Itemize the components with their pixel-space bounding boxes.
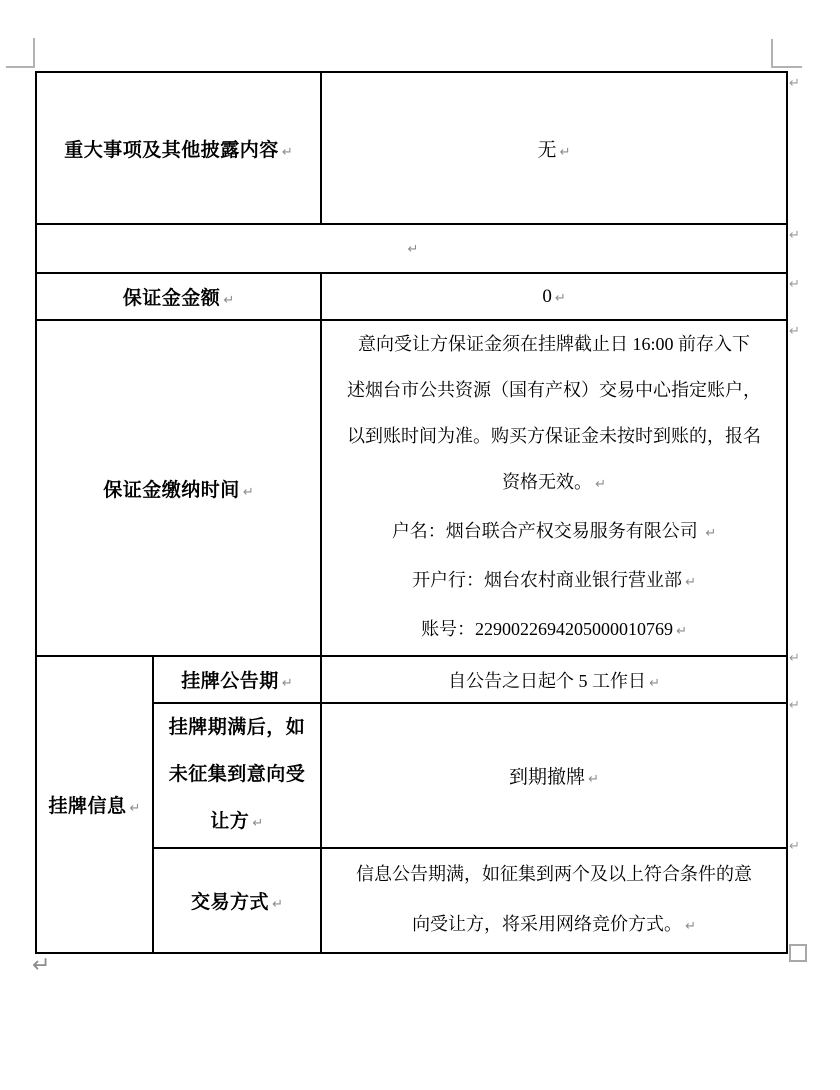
listing-info-label: 挂牌信息: [48, 796, 127, 817]
disclosure-table: [35, 71, 788, 954]
expiry-label-line: 挂牌期满后，如: [168, 717, 306, 738]
expiry-label-text: 让方: [210, 811, 250, 832]
paragraph-mark-icon: ↵: [554, 290, 566, 306]
account-name-text: 户名：烟台联合产权交易服务有限公司: [391, 521, 703, 541]
margin-mark-top-left-horizontal: [6, 66, 35, 68]
end-of-document-paragraph-mark-icon: ↵: [32, 953, 51, 978]
paragraph-mark-icon: ↵: [272, 897, 283, 912]
bank-branch-text: 开户行：烟台农村商业银行营业部: [412, 570, 683, 590]
paragraph-mark-icon: ↵: [281, 676, 293, 691]
deposit-time-label: 保证金缴纳时间: [103, 479, 240, 501]
row-deposit-time: [36, 320, 787, 656]
deposit-time-line: 以到账时间为准。购买方保证金未按时到账的，报名: [347, 426, 762, 446]
paragraph-mark-icon: ↵: [588, 772, 599, 787]
account-number-text: 账号：2290022694205000010769: [421, 619, 674, 639]
cell-trade-method-value: [321, 848, 787, 953]
cell-deposit-amount-value: [321, 273, 787, 320]
paragraph-mark-icon: ↵: [223, 293, 235, 308]
trade-method-text: 向受让方，将采用网络竞价方式。: [412, 914, 683, 934]
announcement-period-label: 挂牌公告期: [181, 671, 279, 692]
row-end-mark-icon: ↵: [789, 839, 800, 854]
paragraph-mark-icon: ↵: [252, 816, 264, 831]
trade-method-line: 信息公告期满，如征集到两个及以上符合条件的意: [356, 864, 753, 884]
margin-mark-top-right-vertical: [771, 39, 773, 68]
cell-major-disclosure-label: [36, 72, 321, 224]
deposit-amount-value: 0: [542, 285, 552, 307]
deposit-time-line: [322, 606, 786, 655]
cell-spacer: [36, 224, 787, 273]
major-disclosure-label: 重大事项及其他披露内容: [64, 139, 279, 161]
cell-listing-info-label: [36, 656, 153, 953]
cell-deposit-time-label: [36, 320, 321, 656]
row-major-disclosure: [36, 72, 787, 224]
deposit-time-line: [322, 508, 786, 557]
row-end-mark-icon: ↵: [789, 76, 800, 91]
table-resize-handle[interactable]: [789, 944, 807, 962]
margin-mark-top-right-horizontal: [771, 66, 802, 68]
row-spacer: [36, 224, 787, 273]
expiry-label-line: [154, 798, 320, 847]
paragraph-mark-icon: ↵: [685, 575, 696, 590]
paragraph-mark-icon: ↵: [676, 624, 687, 639]
paragraph-mark-icon: ↵: [129, 801, 141, 816]
deposit-time-line-text: 资格无效。: [502, 472, 593, 492]
deposit-amount-label: 保证金金额: [122, 288, 221, 309]
margin-mark-top-left-vertical: [33, 38, 35, 68]
paragraph-mark-icon: ↵: [242, 484, 254, 500]
cell-announcement-period-label: [153, 656, 321, 703]
paragraph-mark-icon: ↵: [281, 144, 293, 160]
cell-deposit-amount-label: [36, 273, 321, 320]
trade-method-label: 交易方式: [191, 892, 270, 913]
deposit-time-line: 意向受让方保证金须在挂牌截止日 16:00 前存入下: [358, 334, 751, 354]
paragraph-mark-icon: ↵: [685, 919, 696, 934]
row-end-mark-icon: ↵: [789, 324, 800, 339]
paragraph-mark-icon: ↵: [649, 675, 660, 691]
deposit-time-line: [322, 459, 786, 508]
row-end-mark-icon: ↵: [789, 698, 800, 713]
cell-major-disclosure-value: [321, 72, 787, 224]
major-disclosure-value: 无: [537, 139, 557, 161]
row-end-mark-icon: ↵: [789, 277, 800, 292]
cell-expiry-value: [321, 703, 787, 848]
expiry-label-line: 未征集到意向受: [168, 764, 306, 785]
deposit-time-line: [322, 557, 786, 606]
row-end-mark-icon: ↵: [789, 651, 800, 666]
row-end-mark-icon: ↵: [789, 228, 800, 243]
cell-announcement-period-value: [321, 656, 787, 703]
cell-trade-method-label: [153, 848, 321, 953]
cell-expiry-label: [153, 703, 321, 848]
paragraph-mark-icon: ↵: [595, 477, 606, 492]
announcement-period-value: 自公告之日起个 5 工作日: [448, 670, 647, 691]
row-deposit-amount: [36, 273, 787, 320]
deposit-time-line: 述烟台市公共资源（国有产权）交易中心指定账户，: [347, 380, 762, 400]
trade-method-line: [322, 899, 786, 952]
paragraph-mark-icon: ↵: [407, 241, 419, 257]
row-announcement-period: [36, 656, 787, 703]
paragraph-mark-icon: ↵: [559, 144, 571, 160]
paragraph-mark-icon: ↵: [705, 526, 717, 541]
cell-deposit-time-content: [321, 320, 787, 656]
expiry-value: 到期撤牌: [509, 767, 586, 788]
